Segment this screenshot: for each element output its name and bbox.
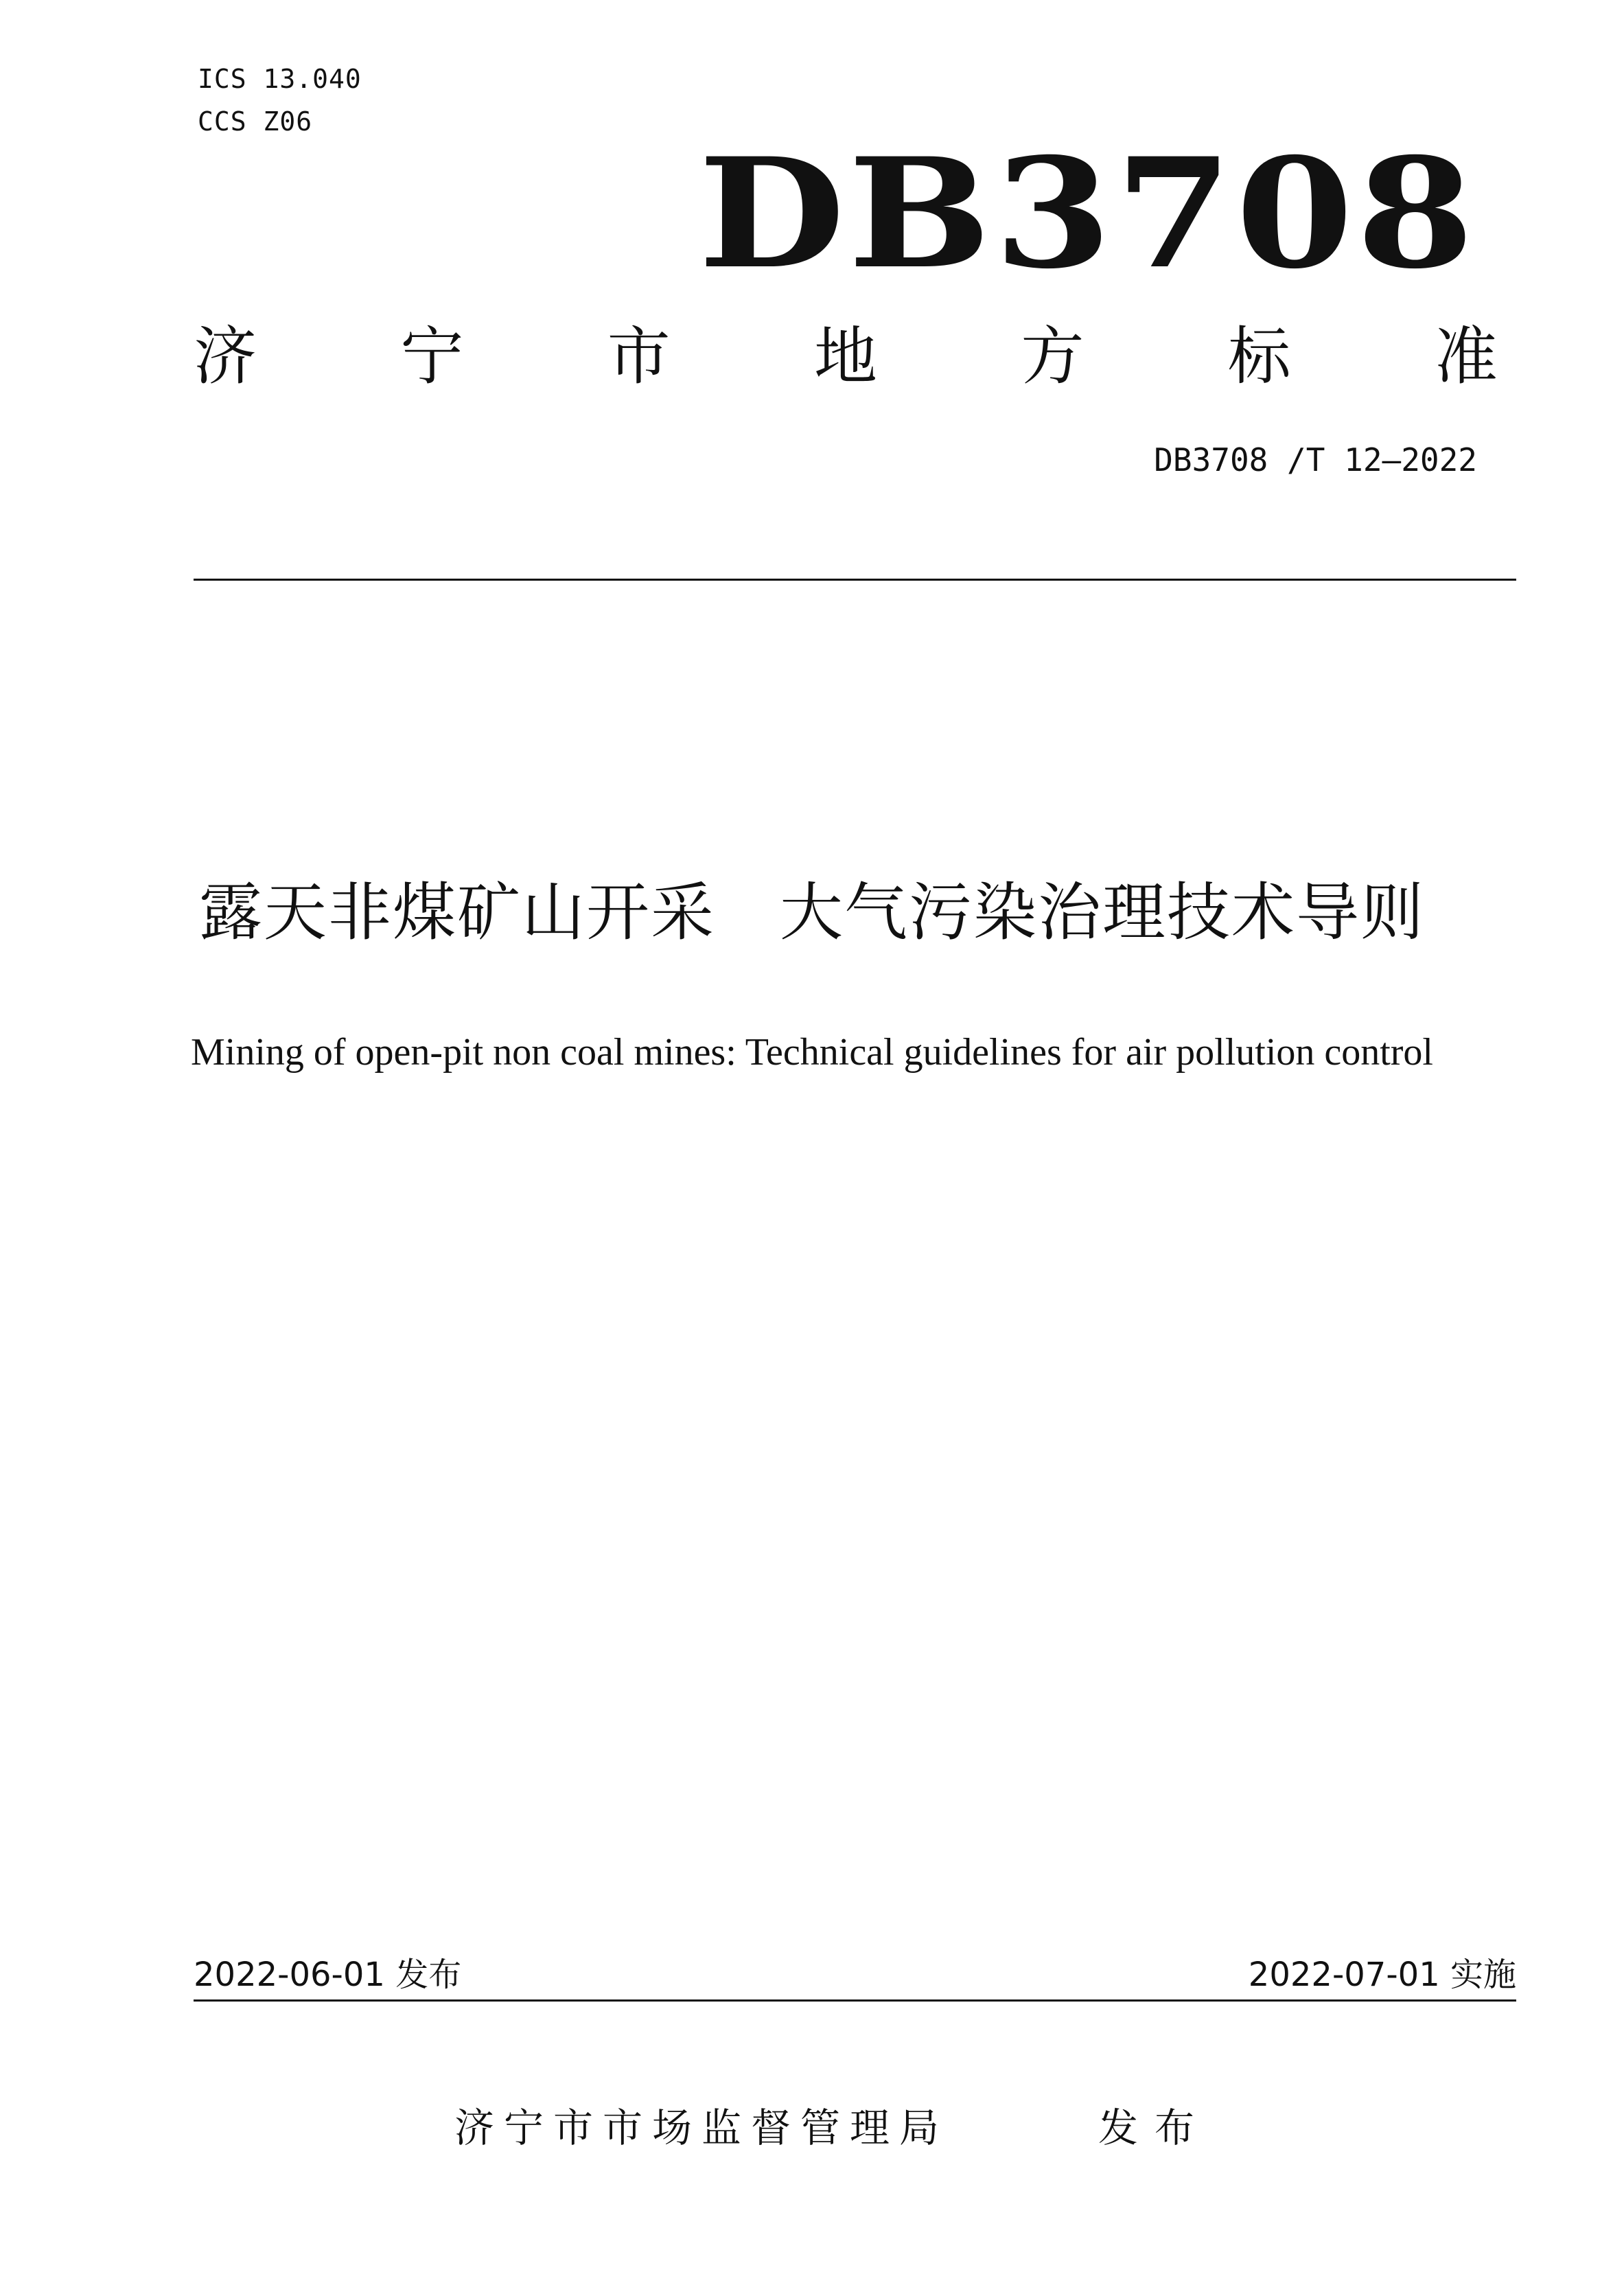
title-char: 准 (1434, 320, 1498, 393)
implement-date: 2022-07-01 实施 (1248, 1956, 1516, 1994)
title-char: 济 (194, 320, 257, 393)
issuing-authority: 济宁市市场监督管理局 (454, 2104, 949, 2151)
title-char: 宁 (400, 320, 464, 393)
standard-category-title (194, 316, 1498, 398)
issue-label: 发布 (1098, 2104, 1211, 2151)
title-char: 标 (1227, 320, 1291, 393)
document-title-english: Mining of open-pit non coal mines: Technical guidelines for air pollution control (191, 1031, 1433, 1074)
title-char: 方 (1021, 320, 1084, 393)
footer-divider (194, 1999, 1516, 2002)
classification-codes (198, 58, 362, 143)
ccs-code: CCS Z06 (198, 106, 313, 137)
header-divider (194, 579, 1516, 581)
ics-code: ICS 13.040 (198, 64, 362, 94)
document-title-chinese: 露天非煤矿山开采 大气污染治理技术导则 (198, 876, 1425, 949)
publish-date: 2022-06-01 发布 (194, 1956, 462, 1994)
title-char: 市 (607, 320, 671, 393)
title-char: 地 (813, 320, 877, 393)
standard-number: DB3708 /T 12—2022 (1154, 441, 1477, 478)
standard-code-logo: DB3708 (698, 124, 1477, 302)
